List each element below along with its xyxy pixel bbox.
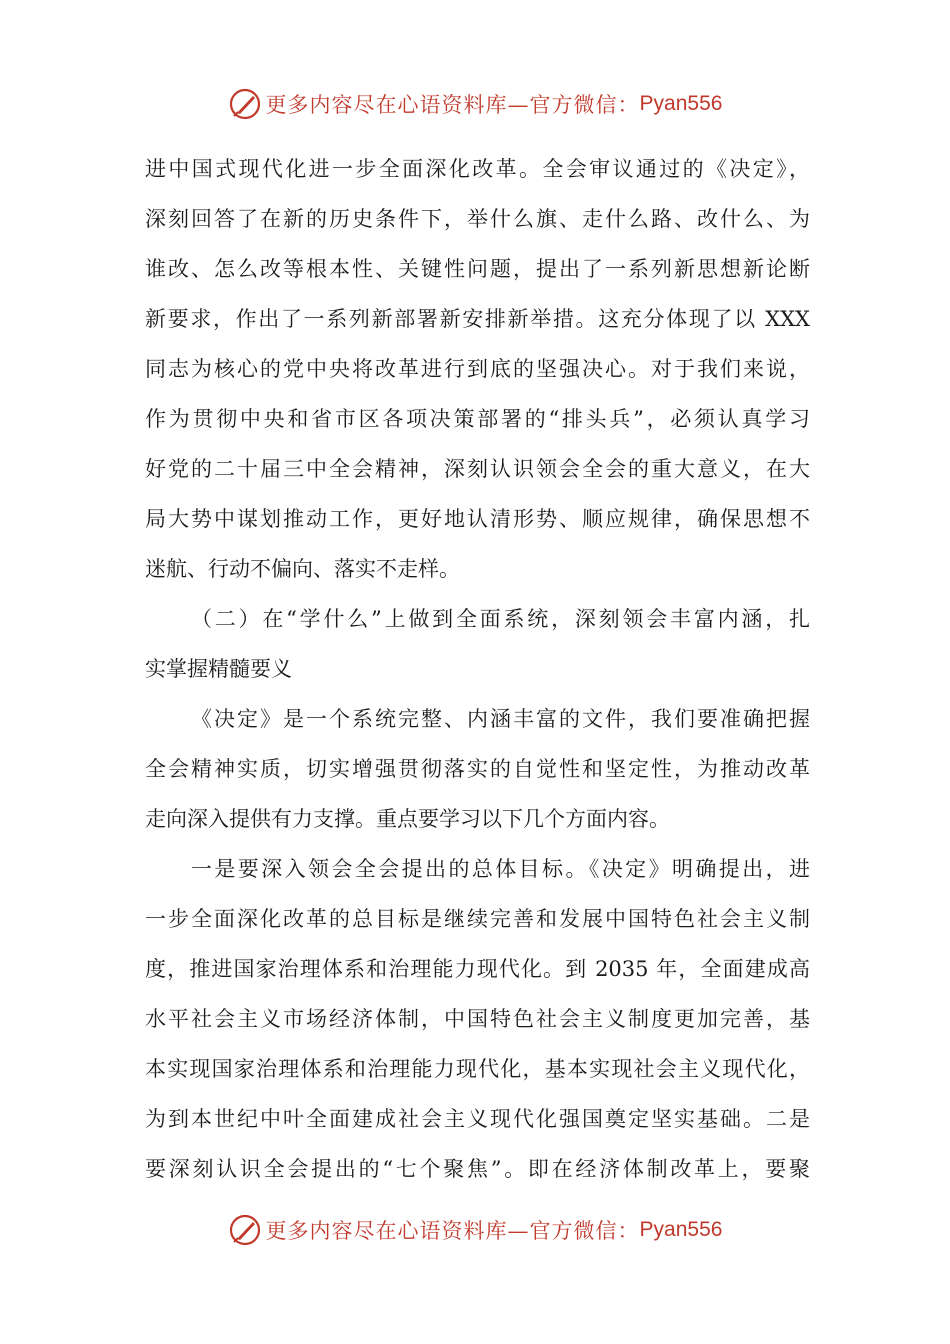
body-line: 为到本世纪中叶全面建成社会主义现代化强国奠定坚实基础。二是 (145, 1107, 810, 1131)
section-heading: （二）在“学什么”上做到全面系统，深刻领会丰富内涵，扎 (191, 607, 810, 631)
body-line: 全会精神实质，切实增强贯彻落实的自觉性和坚定性，为推动改革 (145, 757, 810, 781)
body-line: 本实现国家治理体系和治理能力现代化，基本实现社会主义现代化， (145, 1057, 810, 1081)
body-line: 深刻回答了在新的历史条件下，举什么旗、走什么路、改什么、为 (145, 207, 810, 231)
banner-text: 更多内容尽在心语资料库—官方微信： (265, 1219, 640, 1243)
body-line: 水平社会主义市场经济体制，中国特色社会主义制度更加完善，基 (145, 1007, 810, 1031)
body-line: 迷航、行动不偏向、落实不走样。 (145, 557, 460, 581)
footer-banner (0, 1208, 950, 1252)
body-line: 要深刻认识全会提出的“七个聚焦”。即在经济体制改革上，要聚 (145, 1157, 810, 1181)
body-line: 一步全面深化改革的总目标是继续完善和发展中国特色社会主义制 (145, 907, 810, 931)
body-line: 新要求，作出了一系列新部署新安排新举措。这充分体现了以 XXX (145, 307, 810, 331)
body-line: 进中国式现代化进一步全面深化改革。全会审议通过的《决定》， (145, 157, 810, 181)
wechat-id: Pyan556 (639, 1218, 723, 1241)
body-line: 好党的二十届三中全会精神，深刻认识领会全会的重大意义，在大 (145, 457, 810, 481)
section-heading: 实掌握精髓要义 (145, 657, 292, 681)
body-line: 谁改、怎么改等根本性、关键性问题，提出了一系列新思想新论断 (145, 257, 810, 281)
body-line: 度，推进国家治理体系和治理能力现代化。到 2035 年，全面建成高 (145, 957, 810, 981)
wechat-id: Pyan556 (639, 92, 723, 115)
quill-logo-icon (228, 87, 262, 121)
body-line: 局大势中谋划推动工作，更好地认清形势、顺应规律，确保思想不 (145, 507, 810, 531)
document-body (145, 144, 810, 1194)
body-line: 《决定》是一个系统完整、内涵丰富的文件，我们要准确把握 (191, 707, 810, 731)
banner-text: 更多内容尽在心语资料库—官方微信： (265, 93, 640, 117)
body-line: 走向深入提供有力支撑。重点要学习以下几个方面内容。 (145, 807, 670, 831)
body-line: 作为贯彻中央和省市区各项决策部署的“排头兵”，必须认真学习 (145, 407, 810, 431)
body-line: 同志为核心的党中央将改革进行到底的坚强决心。对于我们来说， (145, 357, 810, 381)
body-line: 一是要深入领会全会提出的总体目标。《决定》明确提出，进 (191, 857, 810, 881)
quill-logo-icon (228, 1213, 262, 1247)
header-banner (0, 82, 950, 126)
